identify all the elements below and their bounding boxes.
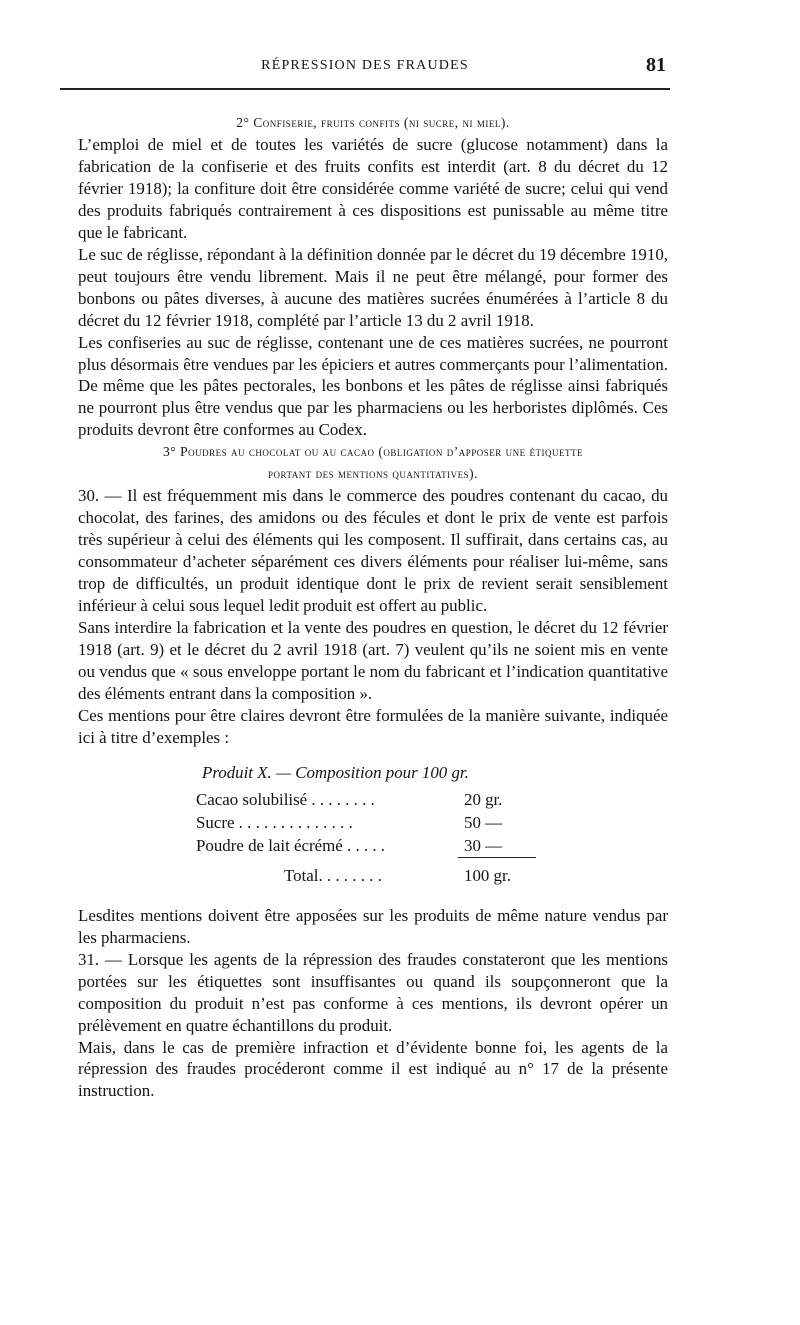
table-row <box>196 811 536 834</box>
ingredient-name: Cacao solubilisé . . . . . . . . <box>196 789 375 809</box>
table-caption: Produit X. — Composition pour 100 gr. <box>202 762 469 782</box>
table-row <box>196 834 536 858</box>
paragraph: 31. — Lorsque les agents de la répression des fraudes constateront que les mentions portées sur les étiquettes sont insuffisantes ou quand ils soupçonneront que la composition du produit n’est pas conforme à ces mentions, ils devront opérer un prélèvement en quatre échantillons du produit. <box>78 949 668 1035</box>
paragraph: Le suc de réglisse, répondant à la définition donnée par le décret du 19 décembre 1910, peut toujours être vendu librement. Mais il ne peut être mélangé, pour former des bonbons ou pâtes diverses, à aucune des matières sucrées énumérées à l’article 8 du décret du 12 février 1918, complété par l’article 13 du 2 avril 1918. <box>78 244 668 330</box>
composition-table <box>196 761 536 887</box>
closing-section <box>78 905 668 1103</box>
paragraph: Mais, dans le cas de première infraction et d’évidente bonne foi, les agents de la répression des fraudes procéderont comme il est indiqué au n° 17 de la présente instruction. <box>78 1037 668 1101</box>
section-heading-confiserie: 2° Confiserie, fruits confits (ni sucre, ni miel). <box>236 115 510 130</box>
paragraph: Les confiseries au suc de réglisse, contenant une de ces matières sucrées, ne pourront plus désormais être vendues par les épiciers et autres commerçants pour l’alimentation. De même que les pâtes pectorales, les bonbons et les pâtes de réglisse ainsi fabriqués ne pourront plus être vendus que par les pharmaciens ou les herboristes diplômés. Ces produits devront être conformes au Codex. <box>78 332 668 440</box>
paragraph: Ces mentions pour être claires devront être formulées de la manière suivante, indiquée ici à titre d’exemples : <box>78 705 668 747</box>
heading-line: 3° Poudres au chocolat ou au cacao (obligation d’apposer une étiquette <box>163 444 583 460</box>
table-row <box>196 788 536 811</box>
heading-line: portant des mentions quantitatives). <box>267 466 478 482</box>
total-value: 100 gr. <box>464 865 511 885</box>
paragraph: Sans interdire la fabrication et la vente des poudres en question, le décret du 12 février 1918 (art. 9) et le décret du 2 avril 1918 (art. 7) veulent qu’ils ne soient mis en vente ou vendus que « sous enveloppe portant le nom du fabricant et l’indication quantitative des éléments entrant dans la composition ». <box>78 618 668 703</box>
body-text <box>78 112 668 1102</box>
ingredient-value: 20 gr. <box>464 789 503 809</box>
page-header <box>60 56 670 86</box>
total-label: Total. . . . . . . . <box>284 865 382 885</box>
ingredient-value: 50 — <box>464 812 503 832</box>
header-rule <box>60 88 670 90</box>
ingredient-name: Sucre . . . . . . . . . . . . . . <box>196 812 353 832</box>
paragraph: 30. — Il est fréquemment mis dans le commerce des poudres contenant du cacao, du chocolat, des farines, des amidons ou des fécules et dont le prix de vente est parfois très supérieur à celui des éléments qui les composent. Il suffirait, dans certains cas, au consommateur d’acheter séparément ces divers éléments pour réaliser lui-même, sans trop de difficultés, un produit identique dont le prix de revient serait sensiblement inférieur à celui sous lequel ledit produit est offert au public. <box>78 486 668 616</box>
paragraph: Lesdites mentions doivent être apposées sur les produits de même nature vendus par les pharmaciens. <box>78 905 668 947</box>
section-heading-poudres <box>78 441 668 485</box>
paragraph: L’emploi de miel et de toutes les variétés de sucre (glucose notamment) dans la fabrication de la confiserie et des fruits confits est interdit (art. 8 du décret du 12 février 1918); la confiture doit être considérée comme variété de sucre; celui qui vend des produits fabriqués contrairement à ces dispositions est punissable au même titre que le fabricant. <box>78 135 668 242</box>
page-number: 81 <box>646 54 666 76</box>
running-title: RÉPRESSION DES FRAUDES <box>261 58 469 73</box>
ingredient-name: Poudre de lait écrémé . . . . . <box>196 835 386 855</box>
ingredient-value: 30 — <box>458 834 536 858</box>
table-total-row <box>196 864 536 887</box>
